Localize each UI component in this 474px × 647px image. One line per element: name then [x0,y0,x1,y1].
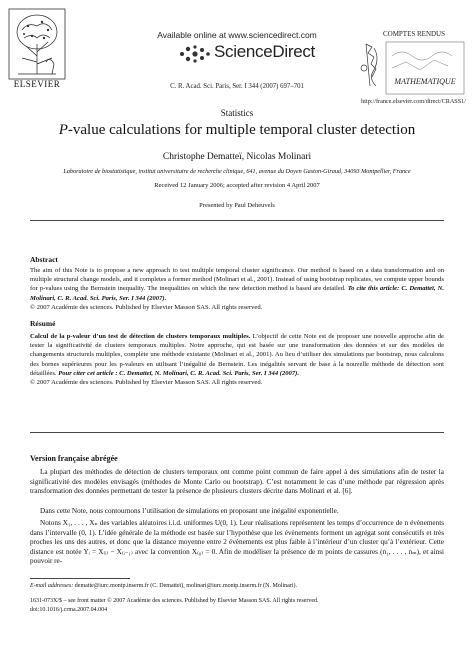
section-label: Statistics [220,108,254,118]
email-label: E-mail addresses: [30,583,74,589]
resume-heading: Résumé [30,319,56,328]
resume-copyright: © 2007 Académie des sciences. Published by Elsevier Masson SAS. All rights reserved. [30,379,263,387]
resume-text: L’objectif de cette Note est de proposer une nouvelle approche afin de tester la significativité de clusters temporaux multiples. Notre approche, qui est basée sur une transformation des données et sur des modèles de changements structurels multiples, complète une méthode existante (Molinari et al., 2001). Au lieu d’utiliser des simulations par bootstrap, nous calculons des bornes supérieures pour les p-valeurs en utilisant l’inégalité de Bernstein. Les inégalités servant de base à la nouvelle méthode de détection sont détaillées. [30,333,444,377]
body-paragraph-1: La plupart des méthodes de détection de clusters temporaux ont comme point commun de faire appel à des simulations afin de tester la significativité des modèles envisagés (méthodes de Monte Carlo ou bootstrap). C’est notamment le cas d’une méthode par régression après transformation des données permettant de tester la présence de plusieurs clusters décrite dans Molinari et al. [6]. [30,468,444,496]
abstract-body [30,266,444,312]
received-dates: Received 12 January 2006; accepted after revision 4 April 2007 [154,182,320,189]
footnote-rule [30,578,130,579]
abstract-copyright: © 2007 Académie des sciences. Published by Elsevier Masson SAS. All rights reserved. [30,303,263,311]
journal-url-link[interactable]: http://france.elsevier.com/direct/CRASS1/ [361,98,466,105]
article-title: P-value calculations for multiple temporal cluster detection [58,122,416,138]
journal-logo-line1: COMPTES RENDUS [382,30,446,38]
abstract-bottom-rule [30,432,444,433]
body-paragraph-3: Notons X₁, . . . , Xₙ des variables aléatoires i.i.d. uniformes U(0, 1). Leur réalisations représentent les temps d’occurrence de n évènements dans l’intervalle (0, 1). L’idée générale de la méthode est basée sur l’hypothèse que les évènements forment un agrégat sont consécutifs et très proches les uns des autres, et donc que la distance moyenne entre 2 évènements est plus faible à l’intérieur d’un cluster qu’à l’extérieur. Cette distance est notée Yᵢ = X₍ᵢ₎ − X₍ᵢ₋₁₎ avec la convention X₍₀₎ = 0. Afin de modéliser la présence de m points de cassures (n₁, . . . , nₘ), et ainsi pouvoir re- [30,519,444,566]
elsevier-tree-logo [8,8,66,80]
abstract-heading: Abstract [30,255,58,264]
resume-cite: Pour citer cet article : C. Dematteï, N. Molinari, C. R. Acad. Sci. Paris, Ser. I 344 (2007). [58,369,299,377]
article-authors: Christophe Dematteï, Nicolas Molinari [162,152,312,162]
presented-by: Presented by Paul Deheuvels [199,202,275,209]
resume-body [30,332,444,387]
available-online-text: Available online at www.sciencedirect.com [157,30,317,40]
resume-title: Calcul de la p-valeur d’un test de détection de clusters temporaux multiples. [30,333,251,340]
issn-line: 1631-073X/$ – see front matter © 2007 Académie des sciences. Published by Elsevier Masson SAS. All rights reserved. [30,598,319,604]
abstract-top-rule [30,220,444,221]
body-heading: Version française abrégée [30,454,118,463]
footnote-emails [30,583,297,589]
sciencedirect-dots-icon [178,44,214,64]
abstract-text: The aim of this Note is to propose a new approach to test multiple temporal cluster significance. Our method is based on a data transformation and on multiple structural change models, and it completes a former method (Molinari et al., 2001). Instead of using bootstrap replicates, we compute upper bounds for p-values using the Bernstein inequality. The inequalities on which the new detection method is based are detailed. [30,267,444,293]
comptes-rendus-logo [356,28,466,98]
sciencedirect-brand: ScienceDirect [214,42,315,61]
email-addresses[interactable]: dematte@iurc.montp.inserm.fr (C. Dematteï), molinari@iurc.montp.inserm.fr (N. Molinari). [74,583,297,589]
abstract-cite: To cite this article: C. Dematteï, N. Molinari, C. R. Acad. Sci. Paris, Ser. I 344 (2007). [30,285,444,302]
title-italic-p: P [58,122,68,138]
author-affiliation: Laboratoire de biostatistique, institut universitaire de recherche clinique, 641, avenue du Doyen Gaston-Giraud, 34093 Montpellier, France [63,168,411,175]
journal-citation: C. R. Acad. Sci. Paris, Ser. I 344 (2007) 697–701 [170,83,304,90]
publisher-wordmark: ELSEVIER [13,79,61,89]
journal-logo-line2: MATHEMATIQUE [394,77,456,86]
body-paragraph-2: Dans cette Note, nous contournons l’utilisation de simulations en proposant une inégalité exponentielle. [40,507,339,515]
doi-line[interactable]: doi:10.1016/j.crma.2007.04.004 [30,607,108,613]
